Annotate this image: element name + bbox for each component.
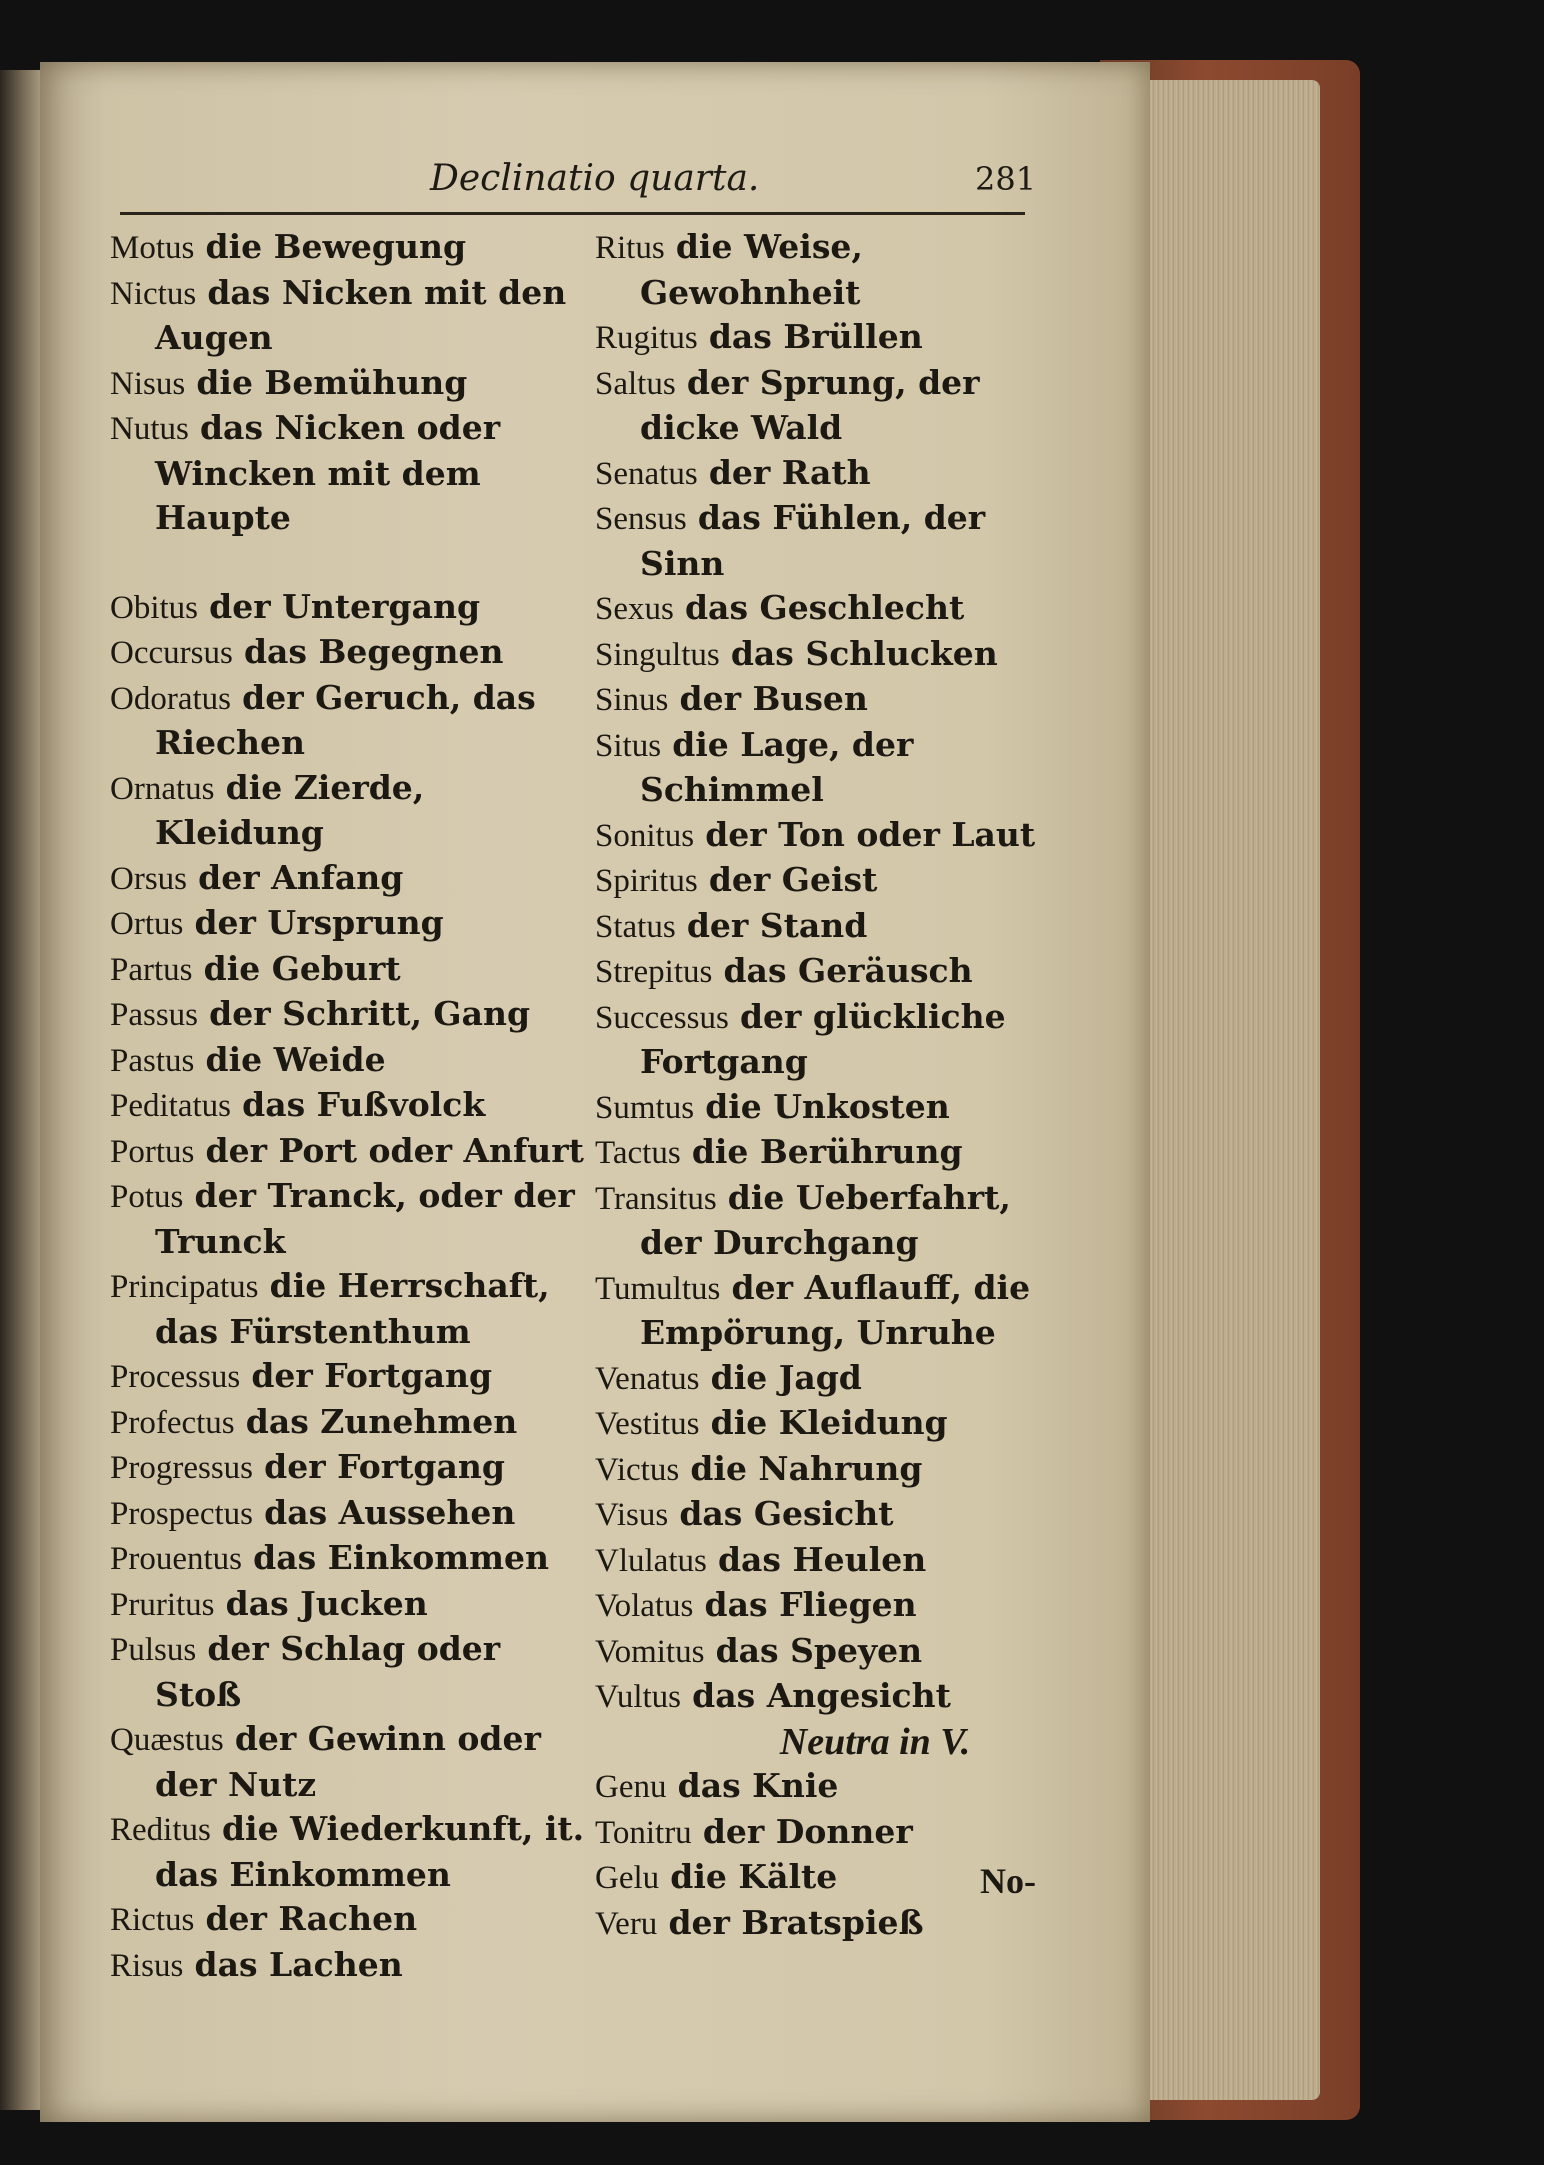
latin-term: Genu	[595, 1769, 667, 1805]
vocab-entry	[595, 1538, 1075, 1584]
german-translation: das Jucken	[225, 1583, 428, 1623]
page-number: 281	[975, 160, 1037, 198]
vocab-entry	[595, 361, 1075, 451]
vocab-entry	[595, 1130, 1075, 1176]
german-translation: das Speyen	[715, 1630, 923, 1670]
vocab-entry	[595, 1629, 1075, 1675]
german-translation: die Lage, der Schimmel	[640, 724, 914, 809]
german-translation: die Weide	[205, 1039, 386, 1079]
vocab-entry	[110, 1943, 590, 1989]
german-translation: der Auflauff, die Empörung, Unruhe	[640, 1267, 1031, 1352]
vocab-entry	[110, 766, 590, 856]
vocab-entry	[595, 995, 1075, 1085]
vocab-entry	[110, 630, 590, 676]
german-translation: der Anfang	[198, 857, 404, 897]
latin-term: Strepitus	[595, 954, 713, 990]
vocab-entry	[110, 225, 590, 271]
latin-term: Principatus	[110, 1269, 259, 1305]
latin-term: Saltus	[595, 365, 676, 402]
german-translation: das Knie	[677, 1766, 839, 1805]
german-translation: das Fliegen	[704, 1585, 917, 1624]
latin-term: Profectus	[110, 1404, 235, 1441]
latin-term: Ritus	[595, 230, 665, 266]
german-translation: die Weise, Gewohnheit	[640, 227, 863, 312]
latin-term: Ornatus	[110, 770, 215, 807]
latin-term: Prospectus	[110, 1495, 253, 1532]
vocab-entry	[110, 901, 590, 947]
german-translation: die Bemühung	[196, 362, 468, 402]
vocab-entry	[595, 1583, 1075, 1629]
german-translation: der Geruch, das Riechen	[155, 677, 536, 762]
german-translation: das Begegnen	[243, 632, 504, 671]
german-translation: der Fortgang	[251, 1356, 493, 1395]
german-translation: das Nicken mit den Augen	[155, 272, 567, 357]
german-translation: die Kleidung	[710, 1403, 948, 1442]
vocab-entry	[110, 1445, 590, 1491]
vocab-entry	[595, 949, 1075, 995]
facing-page-edge	[0, 70, 40, 2110]
german-translation: der Port oder Anfurt	[205, 1130, 584, 1170]
vocab-entry	[110, 361, 590, 407]
vocab-entry	[595, 1764, 1075, 1810]
vocab-entry	[110, 1129, 590, 1175]
vocab-entry	[110, 1038, 590, 1084]
latin-term: Ortus	[110, 906, 184, 942]
latin-term: Partus	[110, 951, 193, 988]
german-translation: die Nahrung	[690, 1448, 923, 1488]
latin-term: Risus	[110, 1947, 184, 1984]
german-translation: der Bratspieß	[668, 1902, 924, 1942]
german-translation: das Schlucken	[730, 633, 998, 673]
latin-term: Rictus	[110, 1902, 195, 1938]
vocab-entry	[110, 992, 590, 1038]
latin-term: Senatus	[595, 455, 698, 492]
latin-term: Tumultus	[595, 1270, 721, 1307]
vocab-entry	[595, 677, 1075, 723]
german-translation: das Geräusch	[723, 951, 973, 990]
latin-term: Visus	[595, 1497, 669, 1533]
german-translation: die Geburt	[203, 948, 401, 988]
vocab-entry	[110, 1083, 590, 1129]
section-gap	[110, 541, 590, 585]
german-translation: der Rachen	[205, 1899, 418, 1938]
german-translation: das Fußvolck	[242, 1085, 486, 1124]
vocab-entry	[595, 1401, 1075, 1447]
german-translation: der Sprung, der dicke Wald	[640, 362, 980, 447]
vocab-entry	[595, 1901, 1075, 1947]
latin-term: Sexus	[595, 591, 674, 627]
latin-term: Passus	[110, 997, 199, 1033]
german-translation: das Zunehmen	[245, 1401, 518, 1441]
latin-term: Sumtus	[595, 1089, 695, 1126]
vocab-entry	[110, 1717, 590, 1807]
vocab-entry	[110, 1807, 590, 1897]
running-header: Declinatio quarta.	[430, 158, 760, 199]
page-edges	[1130, 80, 1320, 2100]
latin-term: Rugitus	[595, 320, 698, 356]
latin-term: Successus	[595, 999, 729, 1036]
german-translation: der Donner	[702, 1811, 913, 1851]
latin-term: Nisus	[110, 365, 186, 402]
catchword: No-	[980, 1861, 1036, 1901]
vocab-entry	[595, 451, 1075, 497]
vocab-entry	[595, 1266, 1075, 1356]
latin-term: Gelu	[595, 1860, 660, 1896]
vocab-entry	[595, 858, 1075, 904]
latin-term: Occursus	[110, 635, 233, 671]
latin-term: Volatus	[595, 1588, 694, 1624]
latin-term: Orsus	[110, 860, 188, 897]
german-translation: der Ton oder Laut	[705, 814, 1036, 854]
vocab-entry	[110, 1536, 590, 1582]
german-translation: die Berührung	[691, 1132, 963, 1171]
vocab-entry	[595, 904, 1075, 950]
german-translation: der Schritt, Gang	[209, 994, 531, 1033]
german-translation: der Ursprung	[194, 903, 444, 942]
latin-term: Reditus	[110, 1812, 211, 1848]
german-translation: der Rath	[708, 452, 871, 492]
latin-term: Quæstus	[110, 1722, 224, 1758]
right-column	[595, 225, 1075, 1946]
latin-term: Vomitus	[595, 1633, 705, 1670]
latin-term: Victus	[595, 1451, 680, 1488]
german-translation: der glückliche Fortgang	[640, 996, 1006, 1081]
vocab-entry	[595, 1492, 1075, 1538]
latin-term: Odoratus	[110, 680, 231, 717]
latin-term: Transitus	[595, 1180, 717, 1217]
latin-term: Venatus	[595, 1360, 700, 1397]
german-translation: die Herrschaft, das Fürstenthum	[155, 1266, 550, 1351]
vocab-entry	[110, 1174, 590, 1264]
latin-term: Vlulatus	[595, 1542, 707, 1579]
german-translation: die Zierde, Kleidung	[155, 767, 425, 852]
german-translation: das Nicken oder Wincken mit dem Haupte	[155, 408, 501, 537]
german-translation: das Lachen	[194, 1944, 403, 1984]
latin-term: Processus	[110, 1359, 241, 1395]
latin-term: Nictus	[110, 275, 197, 312]
latin-term: Portus	[110, 1133, 195, 1170]
latin-term: Potus	[110, 1179, 184, 1215]
vocab-entry	[110, 676, 590, 766]
german-translation: der Tranck, oder der Trunck	[155, 1176, 575, 1261]
header-rule	[120, 212, 1025, 215]
german-translation: das Angesicht	[692, 1676, 951, 1715]
german-translation: der Fortgang	[264, 1447, 505, 1486]
vocab-entry	[595, 1085, 1075, 1131]
latin-term: Nutus	[110, 411, 189, 447]
german-translation: der Busen	[679, 679, 868, 718]
vocab-entry	[595, 723, 1075, 813]
latin-term: Sinus	[595, 682, 669, 718]
latin-term: Peditatus	[110, 1088, 231, 1124]
latin-term: Progressus	[110, 1450, 254, 1486]
left-column	[110, 225, 590, 1988]
vocab-entry	[595, 496, 1075, 586]
vocab-entry	[110, 856, 590, 902]
vocab-entry	[110, 1897, 590, 1943]
latin-term: Vultus	[595, 1679, 682, 1715]
vocab-entry	[595, 1447, 1075, 1493]
vocab-entry	[110, 585, 590, 631]
german-translation: die Ueberfahrt, der Durchgang	[640, 1177, 1011, 1262]
german-translation: die Unkosten	[705, 1086, 950, 1126]
vocab-entry	[595, 315, 1075, 361]
german-translation: das Heulen	[717, 1539, 927, 1579]
latin-term: Situs	[595, 727, 662, 764]
vocab-entry	[110, 1582, 590, 1628]
german-translation: der Untergang	[209, 586, 481, 626]
latin-term: Status	[595, 908, 676, 945]
german-translation: das Geschlecht	[684, 588, 965, 627]
section-subhead: Neutra in V.	[779, 1720, 971, 1763]
vocab-entry	[595, 1176, 1075, 1266]
latin-term: Spiritus	[595, 863, 698, 899]
vocab-entry	[595, 1810, 1075, 1856]
latin-term: Tactus	[595, 1135, 681, 1171]
german-translation: das Fühlen, der Sinn	[640, 498, 986, 583]
german-translation: die Jagd	[710, 1357, 862, 1397]
latin-term: Vestitus	[595, 1406, 700, 1442]
german-translation: das Einkommen	[253, 1538, 550, 1577]
latin-term: Sonitus	[595, 817, 695, 854]
german-translation: das Aussehen	[264, 1492, 516, 1532]
vocab-entry	[110, 1400, 590, 1446]
german-translation: die Kälte	[670, 1857, 838, 1896]
latin-term: Pastus	[110, 1042, 195, 1079]
latin-term: Sensus	[595, 501, 687, 537]
vocab-entry	[110, 406, 590, 541]
vocab-entry	[595, 225, 1075, 315]
vocab-entry	[110, 1354, 590, 1400]
latin-term: Obitus	[110, 589, 199, 626]
latin-term: Tonitru	[595, 1814, 692, 1851]
latin-term: Pruritus	[110, 1586, 215, 1623]
latin-term: Motus	[110, 230, 195, 266]
german-translation: das Gesicht	[679, 1494, 894, 1533]
german-translation: der Schlag oder Stoß	[155, 1629, 501, 1714]
latin-term: Veru	[595, 1905, 658, 1942]
latin-term: Pulsus	[110, 1632, 197, 1668]
vocab-entry	[110, 1627, 590, 1717]
latin-term: Singultus	[595, 636, 720, 673]
vocab-entry	[110, 271, 590, 361]
vocab-entry	[595, 813, 1075, 859]
german-translation: der Stand	[686, 905, 868, 945]
vocab-entry	[595, 586, 1075, 632]
german-translation: die Wiederkunft, it. das Einkommen	[155, 1809, 585, 1894]
german-translation: die Bewegung	[205, 227, 467, 266]
vocab-entry	[595, 1674, 1075, 1720]
vocab-entry	[595, 632, 1075, 678]
vocab-entry	[110, 1264, 590, 1354]
latin-term: Prouentus	[110, 1541, 242, 1577]
vocab-entry	[595, 1356, 1075, 1402]
german-translation: das Brüllen	[708, 317, 923, 356]
vocab-entry	[110, 947, 590, 993]
german-translation: der Gewinn oder der Nutz	[155, 1719, 541, 1804]
german-translation: der Geist	[708, 860, 878, 899]
vocab-entry	[110, 1491, 590, 1537]
